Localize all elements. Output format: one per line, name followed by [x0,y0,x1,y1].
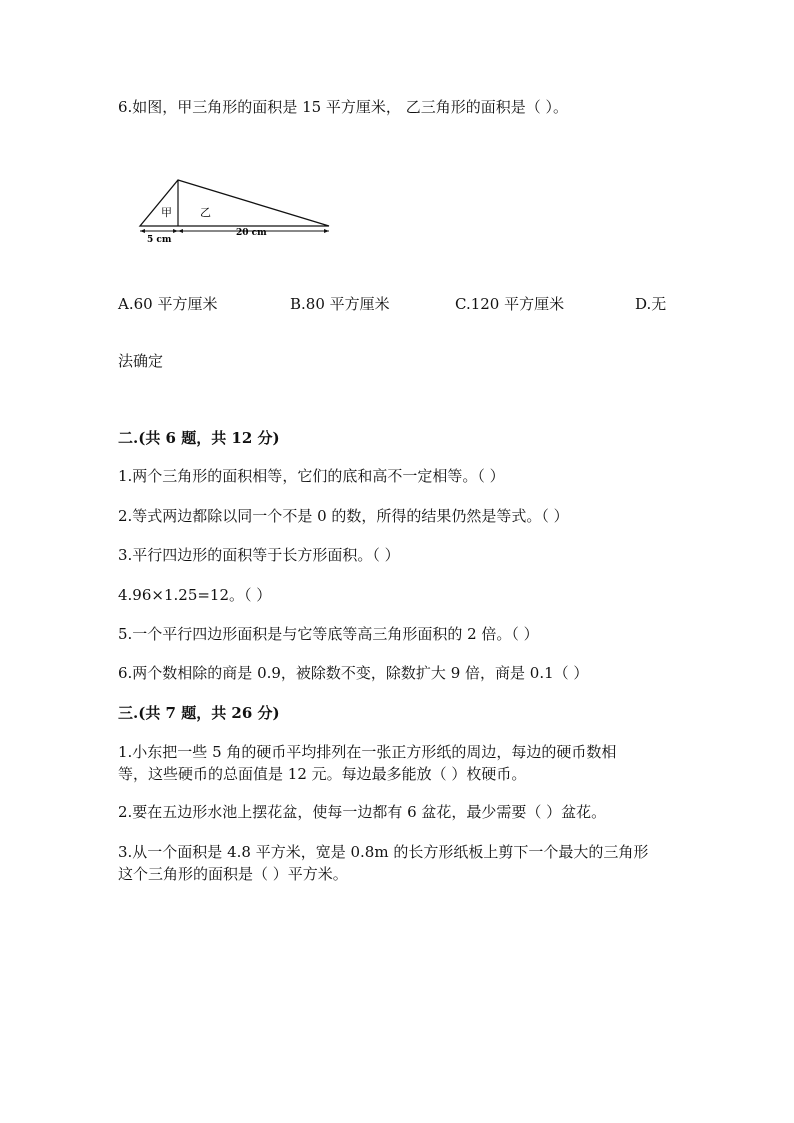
question-6-text: 6.如图，甲三角形的面积是 15 平方厘米， 乙三角形的面积是（ ）。 [118,98,568,116]
arrowhead-mid-right [178,229,183,233]
outer-triangle-shape [140,180,329,226]
judge-item-5: 5.一个平行四边形面积是与它等底等高三角形面积的 2 倍。（ ） [118,625,539,643]
judge-item-6: 6.两个数相除的商是 0.9，被除数不变，除数扩大 9 倍，商是 0.1（ ） [118,664,589,682]
label-yi: 乙 [200,206,211,219]
option-d-continuation: 法确定 [118,352,164,370]
triangle-figure [134,172,334,244]
arrowhead-left [140,229,145,233]
fill-item-3-line-2: 这个三角形的面积是（ ）平方米。 [118,865,348,883]
judge-item-4: 4.96×1.25=12。（ ） [118,586,272,604]
option-b: B.80 平方厘米 [290,295,390,313]
triangle-diagram [134,172,334,244]
arrowhead-right [324,229,329,233]
option-a: A.60 平方厘米 [118,295,218,313]
fill-item-3-line-1: 3.从一个面积是 4.8 平方米，宽是 0.8m 的长方形纸板上剪下一个最大的三角形 [118,843,649,861]
dim-right-label: 20 cm [236,228,267,238]
section-3-heading: 三.(共 7 题，共 26 分) [118,704,280,722]
judge-item-1: 1.两个三角形的面积相等，它们的底和高不一定相等。（ ） [118,467,505,485]
option-c: C.120 平方厘米 [455,295,565,313]
judge-item-3: 3.平行四边形的面积等于长方形面积。（ ） [118,546,400,564]
arrowhead-mid-left [173,229,178,233]
section-2-heading: 二.(共 6 题，共 12 分) [118,429,280,447]
judge-item-2: 2.等式两边都除以同一个不是 0 的数，所得的结果仍然是等式。（ ） [118,507,569,525]
fill-item-2: 2.要在五边形水池上摆花盆，使每一边都有 6 盆花，最少需要（ ）盆花。 [118,803,607,821]
dim-left-label: 5 cm [147,235,172,244]
fill-item-1-line-2: 等，这些硬币的总面值是 12 元。每边最多能放（ ）枚硬币。 [118,765,527,783]
label-jia: 甲 [161,206,172,219]
option-d: D.无 [635,295,667,313]
fill-item-1-line-1: 1.小东把一些 5 角的硬币平均排列在一张正方形纸的周边，每边的硬币数相 [118,743,617,761]
